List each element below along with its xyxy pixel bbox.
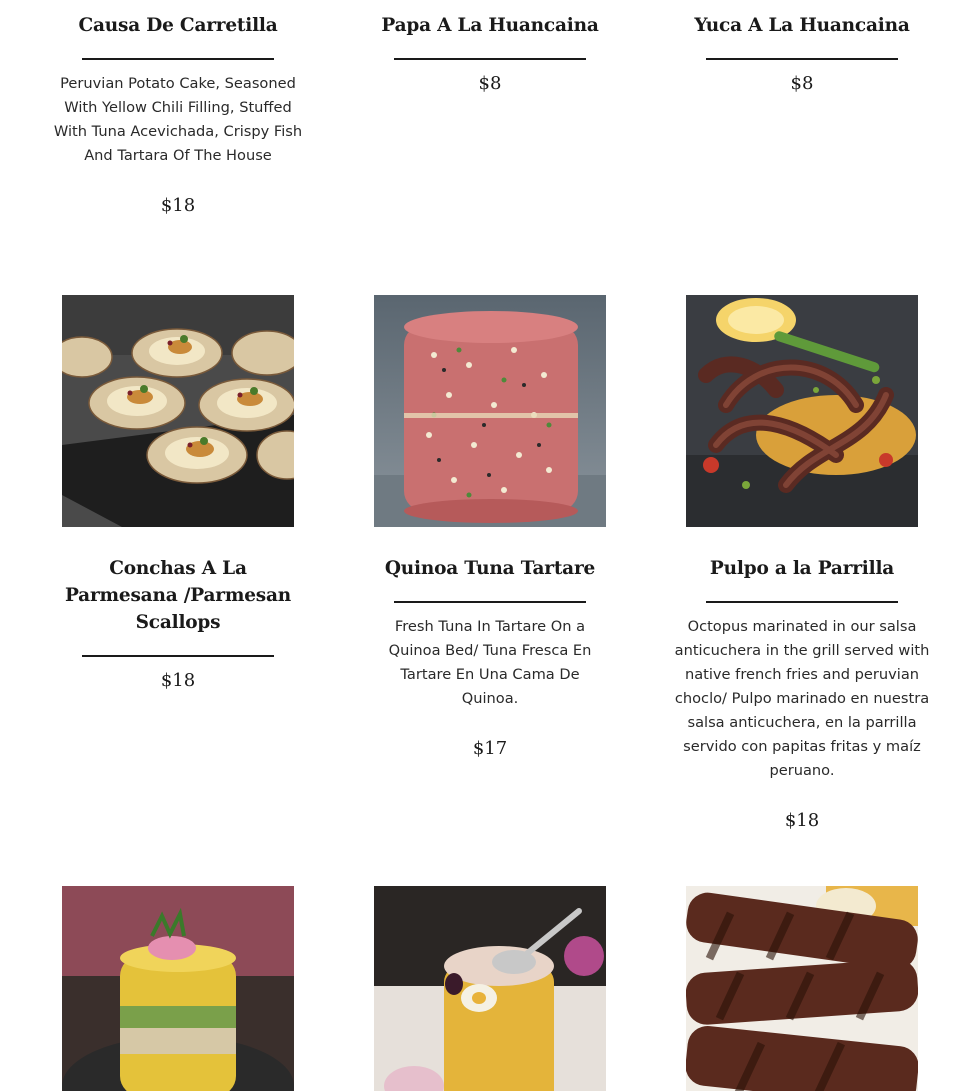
title-divider <box>394 601 586 603</box>
tuna-tartare-photo <box>374 295 606 527</box>
menu-item-quinoa-tuna-tartare <box>334 555 646 759</box>
menu-item-title: Quinoa Tuna Tartare <box>384 558 596 579</box>
menu-item-price: $17 <box>472 738 508 759</box>
causa-limena-photo <box>374 886 606 1091</box>
menu-item-price: $18 <box>160 195 196 216</box>
causa-photo <box>62 886 294 1091</box>
title-divider <box>706 58 898 60</box>
menu-item-description: Peruvian Potato Cake, Seasoned With Yellow Chili Filling, Stuffed With Tuna Acevichada, Crispy Fish And Tartara Of The House <box>53 75 303 164</box>
menu-item-price: $8 <box>790 73 814 94</box>
menu-item-price: $18 <box>160 670 196 691</box>
menu-item-description: Octopus marinated in our salsa anticuchera in the grill served with native french fries and peruvian choclo/ Pulpo marinado en nuestra salsa anticuchera, en la parrilla servido con papitas fritas y maíz peruano. <box>674 618 930 779</box>
title-divider <box>82 655 274 657</box>
menu-item-pulpo-a-la-parrilla <box>646 555 958 831</box>
grilled-octopus-photo <box>686 295 918 527</box>
menu-item-title: Yuca A La Huancaina <box>694 15 910 36</box>
menu-item-causa-de-carretilla <box>22 12 334 216</box>
menu-item-yuca-a-la-huancaina <box>646 12 958 94</box>
title-divider <box>706 601 898 603</box>
menu-item-title: Causa De Carretilla <box>78 15 278 36</box>
menu-item-price: $8 <box>478 73 502 94</box>
menu-item-title: Conchas A La Parmesana /Parmesan Scallops <box>64 558 292 633</box>
menu-item-title: Pulpo a la Parrilla <box>709 558 895 579</box>
title-divider <box>394 58 586 60</box>
menu-item-description: Fresh Tuna In Tartare On a Quinoa Bed/ Tuna Fresca En Tartare En Una Cama De Quinoa. <box>388 618 592 707</box>
menu-item-conchas-a-la-parmesana <box>22 555 334 691</box>
title-divider <box>82 58 274 60</box>
menu-item-papa-a-la-huancaina <box>334 12 646 94</box>
scallops-photo <box>62 295 294 527</box>
anticuchos-photo <box>686 886 918 1091</box>
menu-item-price: $18 <box>784 810 820 831</box>
menu-item-title: Papa A La Huancaina <box>381 15 599 36</box>
